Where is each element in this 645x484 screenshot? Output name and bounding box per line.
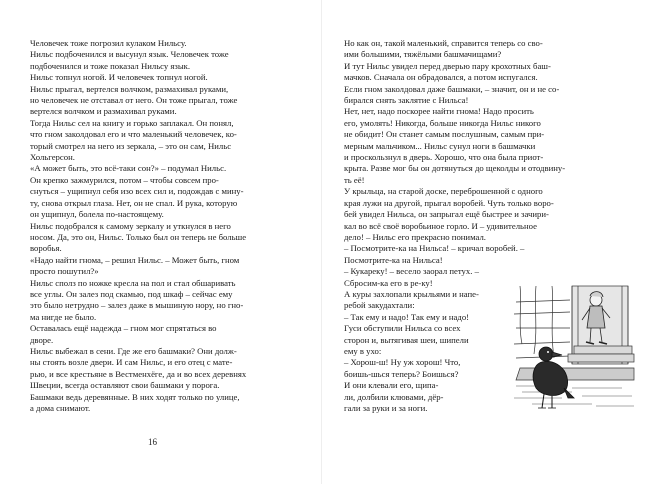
paragraph: Нильс выбежал в сени. Где же его башмаки? Они долж- ны стоять возле двери. И сам Нильс, и его отец с мате- рью, и все крестьяне в Вестменхёге, да и во всех деревнях Швеции, всегда оставляют свои башмаки у порога. Башмаки ведь деревянные. В них ходят только по улице, а дома снимают. — [30, 345, 247, 413]
paragraph: – Кукареку! – весело заорал петух. – Сбросим-ка его в ре-ку! — [344, 266, 479, 288]
paragraph: А куры захлопали крыльями и напе- ребой закудахтали: — [344, 288, 479, 311]
left-text-column — [30, 38, 301, 414]
paragraph: У крыльца, на старой доске, переброшенной с одного края лужи на другой, прыгал воробей. Чуть только воро- бей увидел Нильса, он запрыгал ещё быстрее и зачири- кал во всё своё воробьиное горло. И – удивительное дело! – Нильс его прекрасно понимал. — [344, 186, 554, 242]
paragraph: «А может быть, это всё-таки сон?» – подумал Нильс. — [30, 163, 227, 174]
paragraph: Нильс прыгал, вертелся волчком, размахивал руками, но человечек не отставал от него. Он тоже прыгал, тоже вертелся волчком и размахивал руками. — [30, 83, 238, 117]
paragraph: Оставалась ещё надежда – гном мог спрятаться во дворе. — [30, 323, 217, 345]
paragraph: И тут Нильс увидел перед дверью пару крохотных баш- мачков. Сначала он обрадовался, а потом испугался. Если гном заколдовал даже башмаки, – значит, он и не со- бирался снять заклятие с Нильса! — [344, 60, 560, 106]
illustration-drawing — [512, 284, 636, 414]
paragraph: Нильс подбоченился и высунул язык. Человечек тоже подбоченился и тоже показал Нильсу язык. — [30, 49, 229, 71]
paragraph: И они клевали его, щипа- ли, долбили клювами, дёр- гали за руки и за ноги. — [344, 380, 444, 413]
paragraph: «Надо найти гнома, – решил Нильс. – Может быть, гном просто пошутил?» — [30, 254, 240, 277]
paragraph: Нильс подобрался к самому зеркалу и уткнулся в него носом. Да, это он, Нильс. Только был он теперь не больше воробья. — [30, 220, 247, 254]
paragraph: Человечек тоже погрозил кулаком Нильсу. — [30, 38, 187, 48]
paragraph: – Хорош-ш! Ну уж хорош! Что, боишь-шься теперь? Боишься? — [344, 357, 461, 379]
paragraph: Тогда Нильс сел на книгу и горько заплакал. Он понял, что гном заколдовал его и что маленький человечек, ко- торый смотрел на него из зеркала, – это он сам, Нильс Хольгерсон. — [30, 117, 237, 163]
paragraph: Нильс сполз по ножке кресла на пол и стал обшаривать все углы. Он залез под скамью, под шкаф – сейчас ему это было нетрудно – залез даже в мышиную нору, но гно- ма нигде не было. — [30, 277, 244, 322]
boy-and-crow-illustration — [512, 284, 636, 414]
paragraph: Он крепко зажмурился, потом – чтобы совсем про- снуться – ущипнул себя изо всех сил и, подождав с мину- ту, снова открыл глаза. Нет, он не спал. И рука, которую он ущипнул, болела по-настоящему. — [30, 174, 244, 220]
paragraph: Но как он, такой маленький, справится теперь со сво- ими большими, тяжёлыми башмачищами? — [344, 38, 543, 60]
paragraph: Гуси обступили Нильса со всех сторон и, вытягивая шеи, шипели ему в ухо: — [344, 323, 469, 356]
page-fold — [321, 0, 322, 484]
page-number: 16 — [148, 437, 157, 447]
paragraph: Нильс топнул ногой. И человечек топнул ногой. — [30, 72, 208, 83]
paragraph: Нет, нет, надо поскорее найти гнома! Надо просить его, умолять! Никогда, больше никогда Нильс никого не обидит! Он станет самым послушным, самым при- мерным мальчиком... Нильс сунул ноги в башмачки и проскользнул в дверь. Хорошо, что она была приот- крыта. Разве мог бы он дотянуться до щеколды и отодвину- ть её! — [344, 106, 566, 185]
paragraph: – Так ему и надо! Так ему и надо! — [344, 311, 470, 322]
paragraph: – Посмотрите-ка на Нильса! – кричал воробей. – Посмотрите-ка на Нильса! — [344, 243, 525, 265]
